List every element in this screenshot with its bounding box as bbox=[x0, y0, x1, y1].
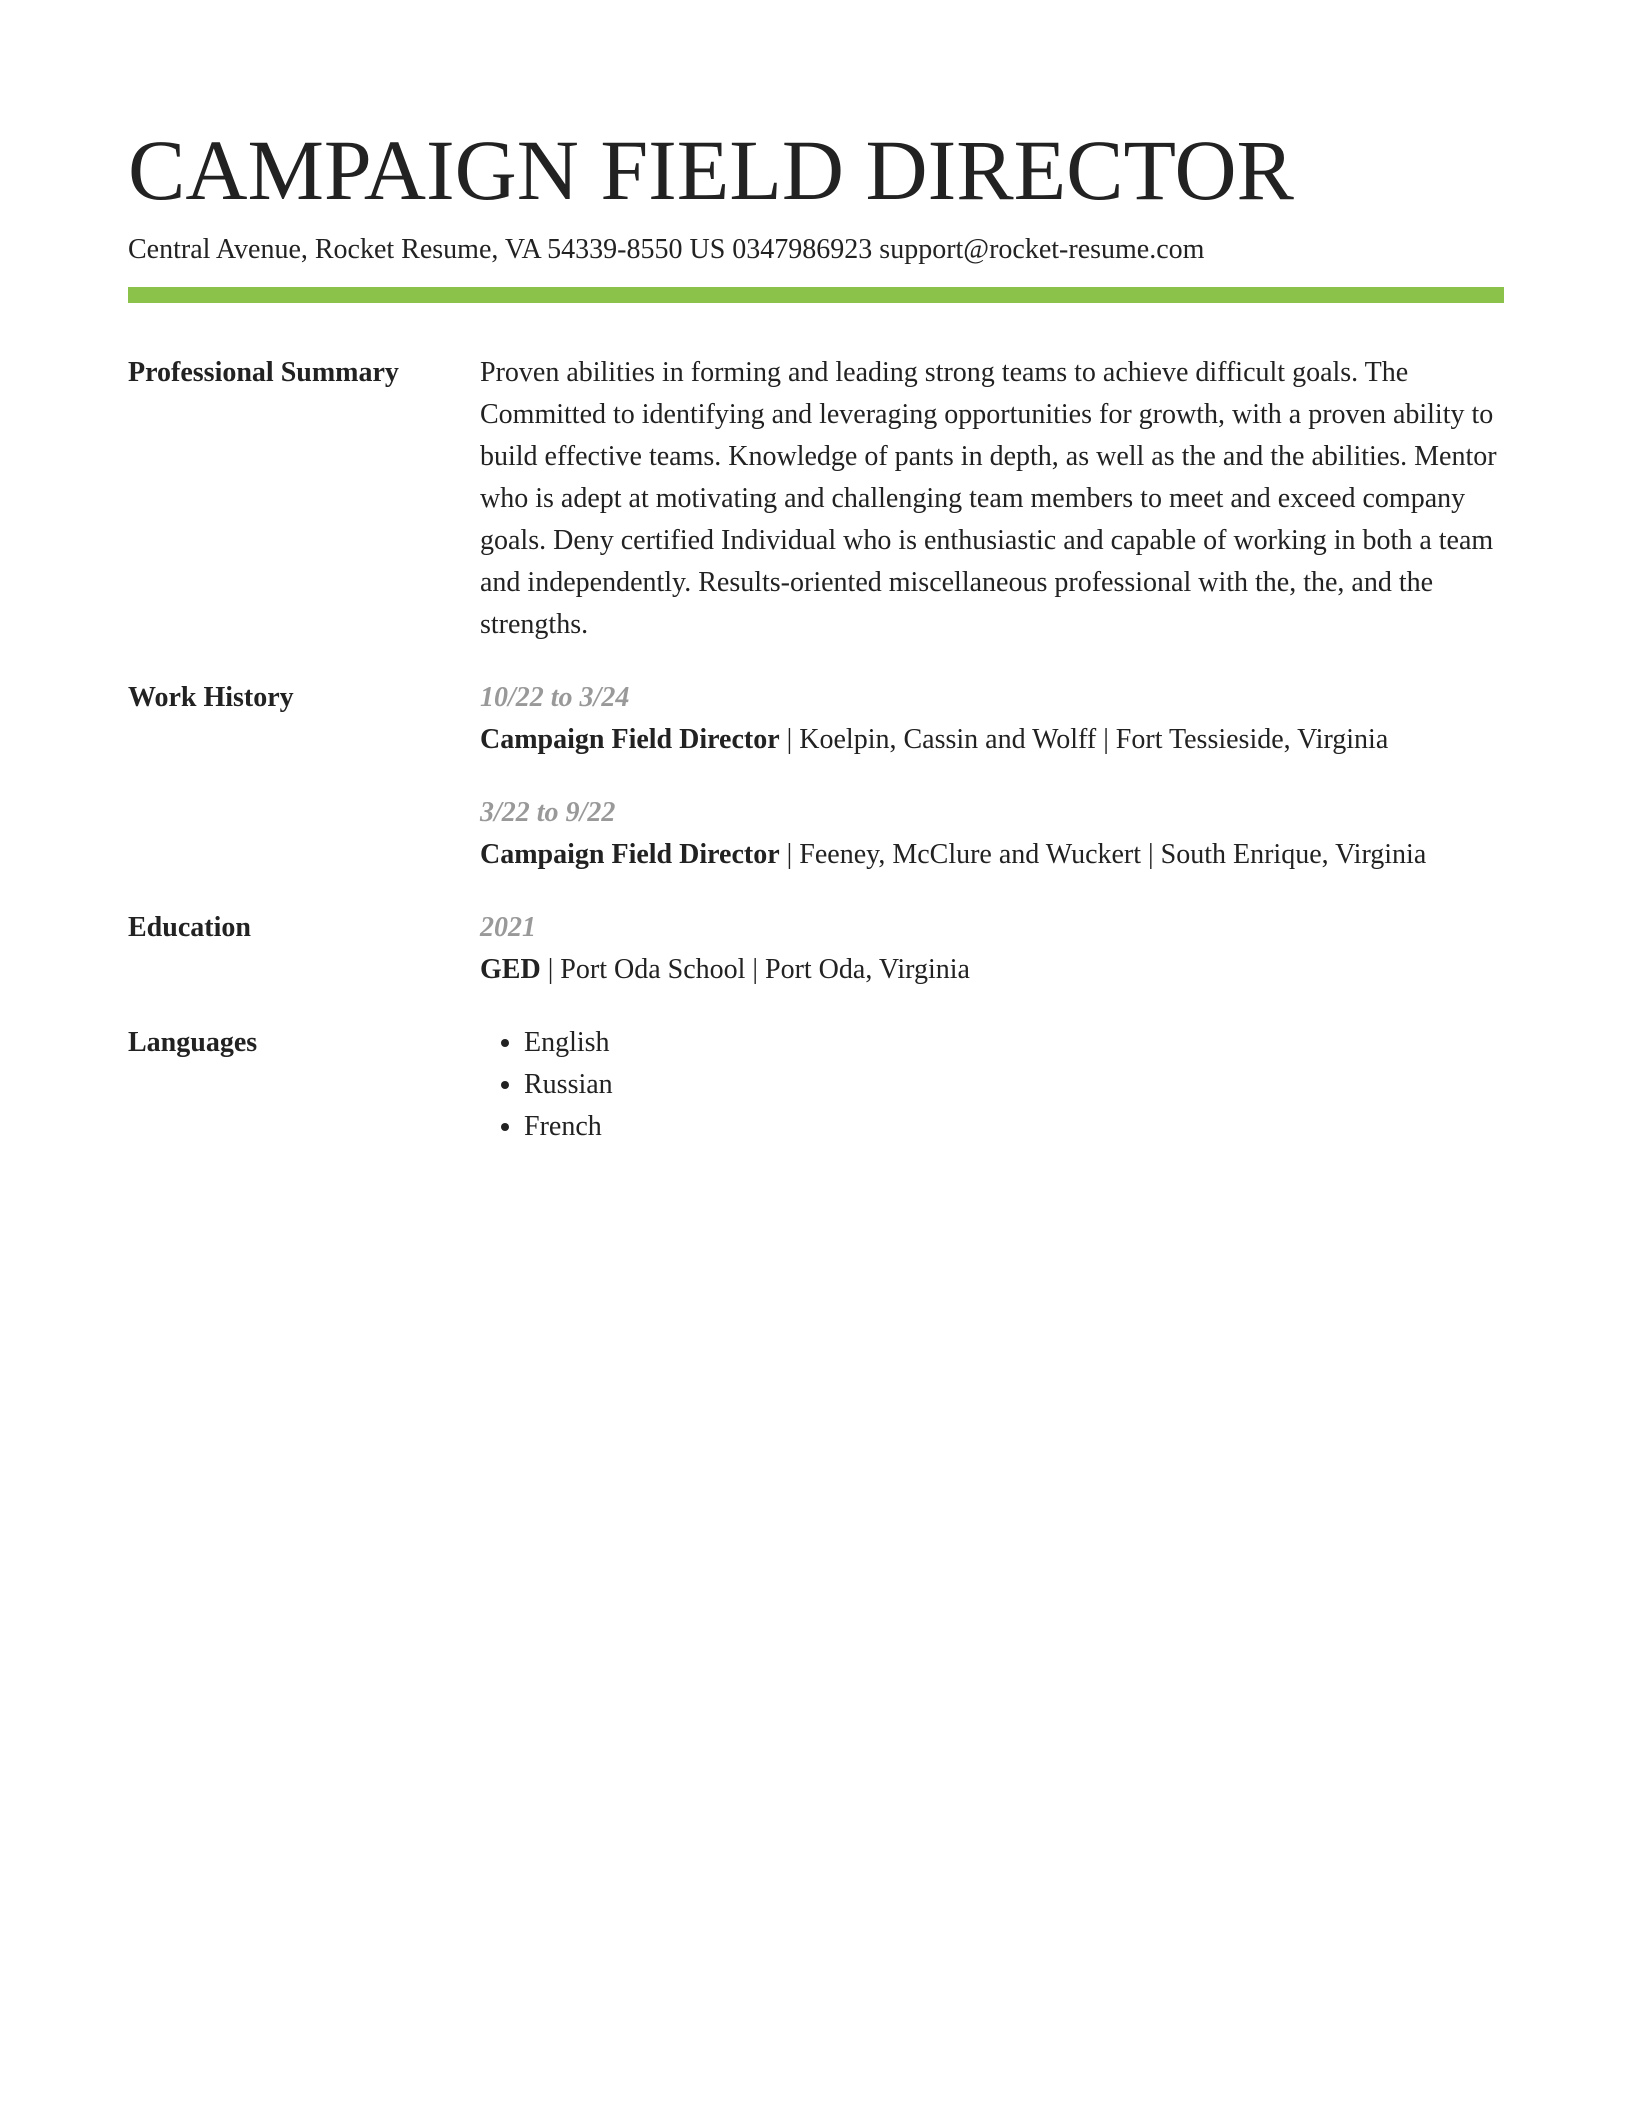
work-entry-dates: 3/22 to 9/22 bbox=[480, 797, 616, 828]
work-entry-line bbox=[480, 719, 1504, 761]
work-history-section bbox=[128, 677, 1504, 876]
section-heading-summary: Professional Summary bbox=[128, 357, 399, 388]
work-entry-details: | Koelpin, Cassin and Wolff | Fort Tessieside, Virginia bbox=[779, 724, 1389, 755]
education-entry-details: | Port Oda School | Port Oda, Virginia bbox=[540, 954, 970, 985]
work-entry-line bbox=[480, 834, 1504, 876]
language-item: • Russian bbox=[524, 1064, 1504, 1106]
contact-address: Central Avenue, Rocket Resume, VA 54339-8550 US bbox=[128, 234, 726, 265]
accent-divider bbox=[128, 287, 1504, 303]
summary-text: Proven abilities in forming and leading strong teams to achieve difficult goals. The Committed to identifying and leveraging opportunities for growth, with a proven ability to build effective teams. Knowledge of pants in depth, as well as the and the abilities. Mentor who is adept at motivating and challenging team members to meet and exceed company goals. Deny certified Individual who is enthusiastic and capable of working in both a team and independently. Results-oriented miscellaneous professional with the, the, and the strengths. bbox=[480, 357, 1497, 640]
contact-phone: 0347986923 bbox=[732, 234, 873, 265]
education-list bbox=[480, 907, 1504, 991]
work-entry bbox=[480, 677, 1504, 761]
work-entry bbox=[480, 792, 1504, 876]
languages-body bbox=[480, 1022, 1504, 1148]
resume-page bbox=[128, 118, 1504, 1148]
work-entry-title: Campaign Field Director bbox=[480, 839, 780, 870]
languages-section bbox=[128, 1022, 1504, 1148]
work-entry-title: Campaign Field Director bbox=[480, 724, 780, 755]
work-entry-details: | Feeney, McClure and Wuckert | South Enrique, Virginia bbox=[779, 839, 1427, 870]
resume-title: CAMPAIGN FIELD DIRECTOR bbox=[128, 122, 1294, 218]
languages-list bbox=[480, 1022, 1504, 1148]
section-heading-work-history: Work History bbox=[128, 682, 294, 713]
contact-email: support@rocket-resume.com bbox=[879, 234, 1205, 265]
professional-summary-section bbox=[128, 352, 1504, 646]
work-entry-dates: 10/22 to 3/24 bbox=[480, 682, 630, 713]
work-history-list bbox=[480, 677, 1504, 876]
contact-line bbox=[128, 230, 1504, 270]
education-section bbox=[128, 907, 1504, 991]
section-heading-languages: Languages bbox=[128, 1027, 258, 1058]
language-item: • French bbox=[524, 1106, 1504, 1148]
education-entry-year: 2021 bbox=[480, 912, 536, 943]
education-entry bbox=[480, 907, 1504, 991]
language-item: • English bbox=[524, 1022, 1504, 1064]
section-heading-education: Education bbox=[128, 912, 251, 943]
education-entry-degree: GED bbox=[480, 954, 541, 985]
education-entry-line bbox=[480, 949, 1504, 991]
